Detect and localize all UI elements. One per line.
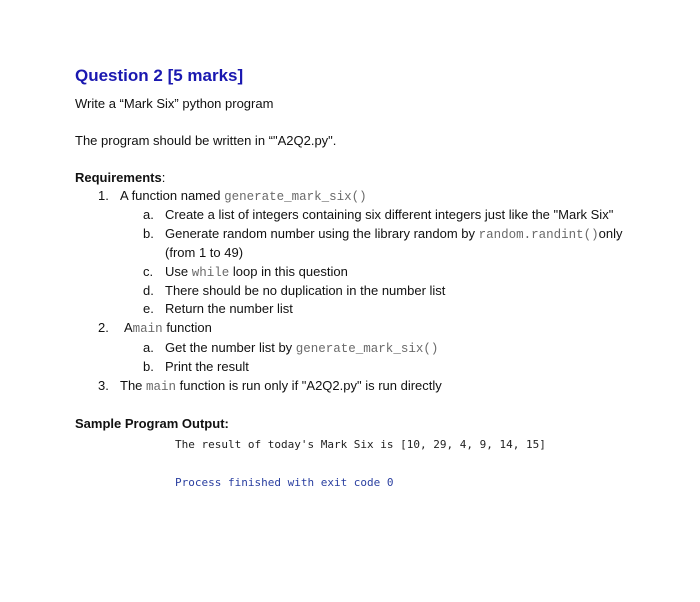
console-exit-line: Process finished with exit code 0 [175, 476, 394, 489]
item-3-label: The [120, 378, 143, 393]
file-note-text: The program should be written in “"A2Q2.py". [75, 133, 337, 148]
item-3-code: main [146, 380, 177, 394]
item-2-label: A [124, 320, 133, 335]
item-2-code: main [132, 322, 163, 336]
item-2b-text: Print the result [165, 359, 249, 374]
item-3-number: 3. [98, 378, 109, 393]
question-title: Question 2 [5 marks] [75, 66, 244, 85]
item-3-after: function is run only if "A2Q2.py" is run directly [179, 378, 442, 393]
item-1b-continuation: (from 1 to 49) [165, 245, 244, 260]
requirements-heading-colon: : [161, 170, 166, 185]
item-1b-code: random.randint() [478, 228, 599, 242]
item-1-code: generate_mark_six() [224, 190, 367, 204]
item-1c-after: loop in this question [232, 264, 348, 279]
item-2-after: function [166, 320, 212, 335]
sample-output-heading: Sample Program Output: [75, 416, 229, 431]
item-1c-letter: c. [143, 264, 154, 279]
item-1b-label: Generate random number using the library random by [165, 226, 475, 241]
item-1b-letter: b. [143, 226, 154, 241]
item-1d-letter: d. [143, 283, 154, 298]
item-1-number: 1. [98, 188, 109, 203]
item-1e-letter: e. [143, 301, 154, 316]
item-2a-label: Get the number list by [165, 340, 293, 355]
item-1c-text [165, 264, 348, 280]
item-2a-letter: a. [143, 340, 154, 355]
console-result-line: The result of today's Mark Six is [10, 29, 4, 9, 14, 15] [175, 438, 546, 451]
item-1a-text: Create a list of integers containing six different integers just like the "Mark Six" [165, 207, 614, 222]
item-1b-text [165, 226, 623, 242]
item-1b-after: only [598, 226, 623, 241]
item-1c-code: while [191, 266, 230, 280]
item-3-text [120, 378, 442, 394]
item-2a-text [165, 340, 438, 356]
item-1c-label: Use [165, 264, 189, 279]
requirements-heading [75, 170, 165, 185]
intro-text: Write a “Mark Six” python program [75, 96, 274, 111]
item-1e-text: Return the number list [165, 301, 293, 316]
item-2-number: 2. [98, 320, 109, 335]
item-1d-text: There should be no duplication in the number list [165, 283, 446, 298]
item-2b-letter: b. [143, 359, 154, 374]
item-2a-code: generate_mark_six() [295, 342, 439, 356]
item-1a-letter: a. [143, 207, 154, 222]
requirements-heading-label: Requirements [75, 170, 162, 185]
item-1-text [120, 188, 367, 204]
item-2-text [124, 320, 212, 336]
item-1-label: A function named [120, 188, 221, 203]
